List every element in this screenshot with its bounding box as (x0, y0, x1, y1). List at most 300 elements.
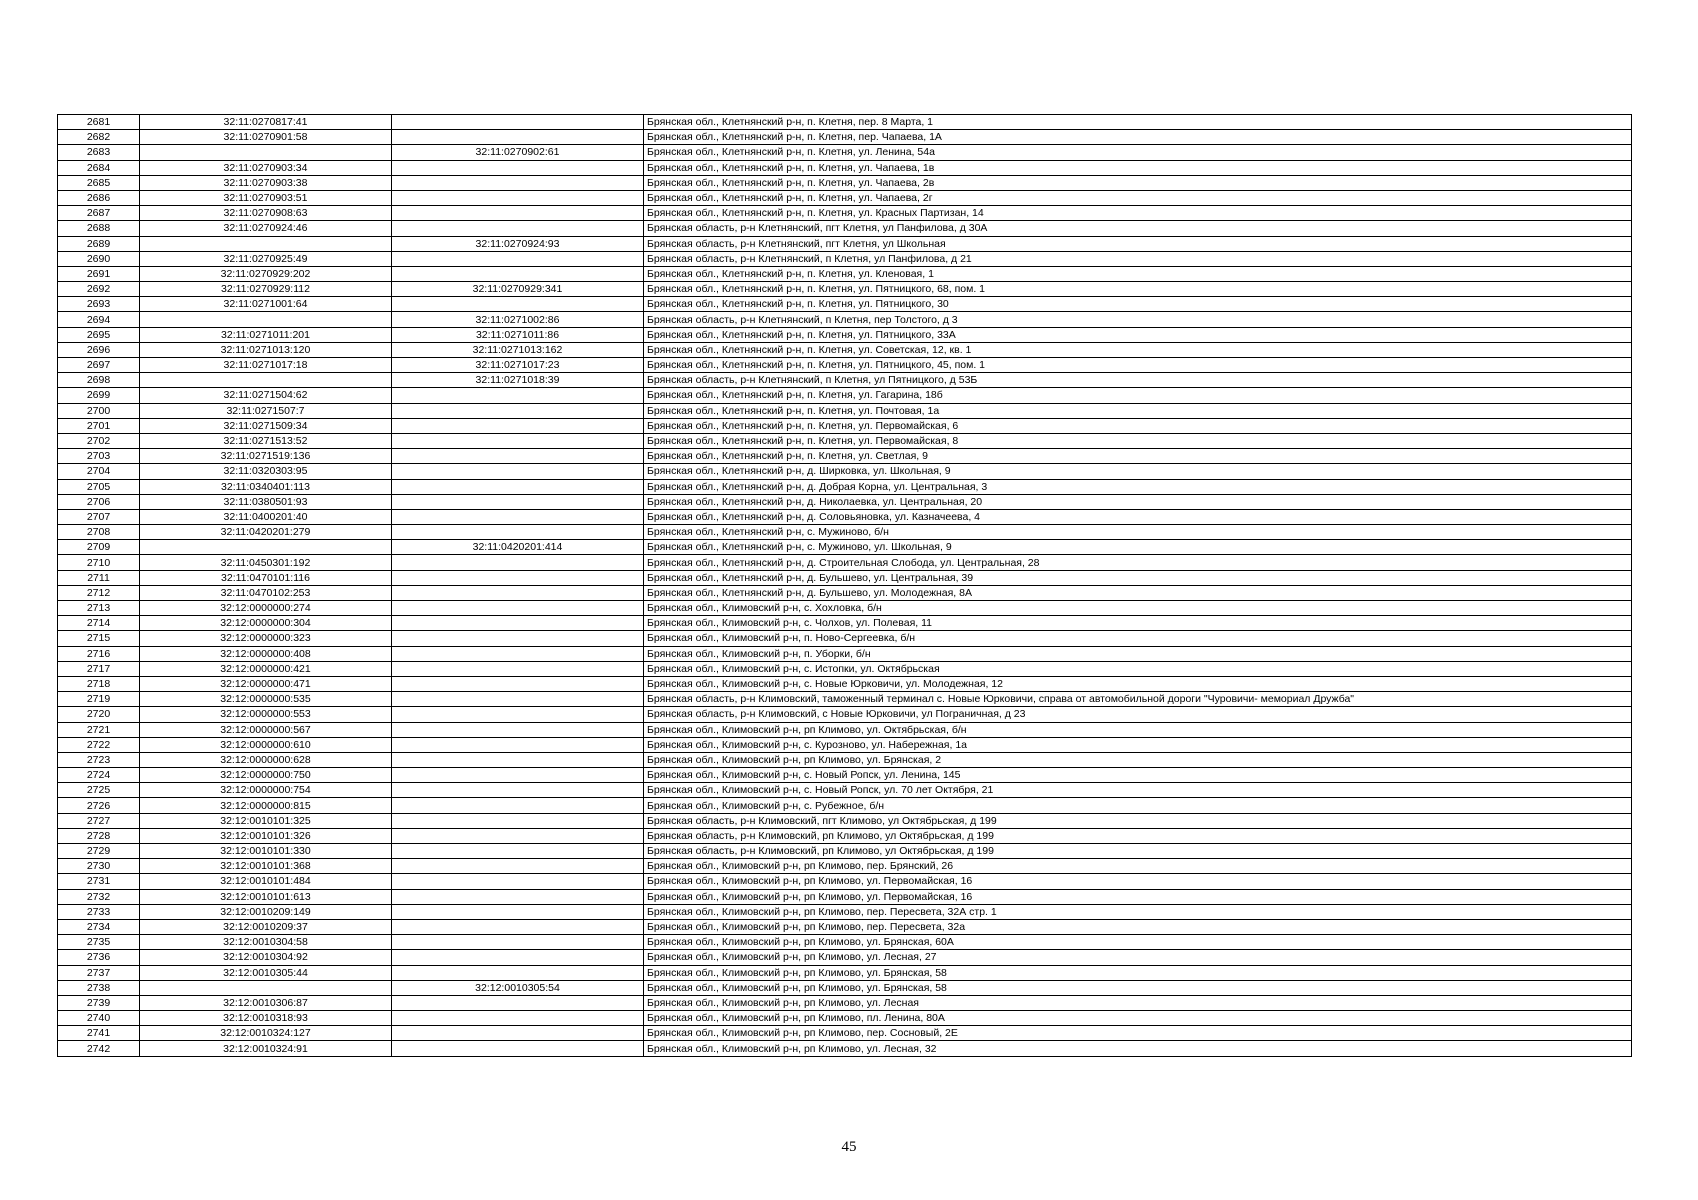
related-cadastral-number-cell (392, 646, 644, 661)
row-number-cell: 2732 (58, 889, 140, 904)
cadastral-number-cell: 32:12:0010324:91 (140, 1041, 392, 1056)
table-row (58, 494, 1632, 509)
cadastral-number-cell: 32:12:0000000:471 (140, 676, 392, 691)
related-cadastral-number-cell (392, 525, 644, 540)
cadastral-number-cell: 32:11:0270908:63 (140, 206, 392, 221)
row-number-cell: 2683 (58, 145, 140, 160)
row-number-cell: 2693 (58, 297, 140, 312)
address-cell: Брянская обл., Клетнянский р-н, п. Клетня, ул. Советская, 12, кв. 1 (644, 342, 1632, 357)
related-cadastral-number-cell (392, 403, 644, 418)
table-row (58, 130, 1632, 145)
related-cadastral-number-cell (392, 1026, 644, 1041)
related-cadastral-number-cell (392, 904, 644, 919)
cadastral-number-cell: 32:11:0450301:192 (140, 555, 392, 570)
related-cadastral-number-cell (392, 115, 644, 130)
related-cadastral-number-cell (392, 175, 644, 190)
related-cadastral-number-cell (392, 950, 644, 965)
table-row (58, 327, 1632, 342)
cadastral-number-cell: 32:12:0000000:535 (140, 692, 392, 707)
related-cadastral-number-cell: 32:11:0271017:23 (392, 358, 644, 373)
address-cell: Брянская обл., Клетнянский р-н, п. Клетня, ул. Гагарина, 18б (644, 388, 1632, 403)
row-number-cell: 2692 (58, 282, 140, 297)
related-cadastral-number-cell (392, 798, 644, 813)
address-cell: Брянская обл., Климовский р-н, рп Климово, пер. Пересвета, 32а (644, 919, 1632, 934)
address-cell: Брянская обл., Клетнянский р-н, п. Клетня, ул. Почтовая, 1а (644, 403, 1632, 418)
row-number-cell: 2734 (58, 919, 140, 934)
cadastral-number-cell: 32:11:0340401:113 (140, 479, 392, 494)
address-cell: Брянская обл., Клетнянский р-н, п. Клетня, ул. Пятницкого, 30 (644, 297, 1632, 312)
cadastral-number-cell: 32:12:0000000:750 (140, 768, 392, 783)
cadastral-number-cell (140, 373, 392, 388)
row-number-cell: 2697 (58, 358, 140, 373)
related-cadastral-number-cell (392, 1011, 644, 1026)
table-row (58, 616, 1632, 631)
cadastral-number-cell: 32:12:0010209:149 (140, 904, 392, 919)
address-cell: Брянская обл., Климовский р-н, с. Новый Ропск, ул. Ленина, 145 (644, 768, 1632, 783)
related-cadastral-number-cell (392, 418, 644, 433)
row-number-cell: 2729 (58, 844, 140, 859)
related-cadastral-number-cell: 32:11:0271002:86 (392, 312, 644, 327)
cadastral-number-cell: 32:11:0270929:202 (140, 266, 392, 281)
table-row (58, 266, 1632, 281)
table-row (58, 145, 1632, 160)
table-row (58, 206, 1632, 221)
address-cell: Брянская обл., Клетнянский р-н, д. Соловьяновка, ул. Казначеева, 4 (644, 509, 1632, 524)
address-cell: Брянская обл., Климовский р-н, с. Хохловка, б/н (644, 601, 1632, 616)
table-row (58, 540, 1632, 555)
related-cadastral-number-cell (392, 631, 644, 646)
address-cell: Брянская обл., Климовский р-н, с. Истопки, ул. Октябрьская (644, 661, 1632, 676)
row-number-cell: 2721 (58, 722, 140, 737)
table-row (58, 509, 1632, 524)
table-row (58, 388, 1632, 403)
cadastral-number-cell (140, 312, 392, 327)
related-cadastral-number-cell: 32:11:0270924:93 (392, 236, 644, 251)
row-number-cell: 2731 (58, 874, 140, 889)
table-row (58, 859, 1632, 874)
row-number-cell: 2696 (58, 342, 140, 357)
row-number-cell: 2741 (58, 1026, 140, 1041)
row-number-cell: 2709 (58, 540, 140, 555)
address-cell: Брянская область, р-н Климовский, рп Климово, ул Октябрьская, д 199 (644, 844, 1632, 859)
row-number-cell: 2739 (58, 995, 140, 1010)
address-cell: Брянская обл., Климовский р-н, с. Новый Ропск, ул. 70 лет Октября, 21 (644, 783, 1632, 798)
related-cadastral-number-cell: 32:12:0010305:54 (392, 980, 644, 995)
table-row (58, 449, 1632, 464)
cadastral-number-cell: 32:11:0470102:253 (140, 585, 392, 600)
row-number-cell: 2742 (58, 1041, 140, 1056)
cadastral-number-cell: 32:12:0010101:368 (140, 859, 392, 874)
address-cell: Брянская обл., Климовский р-н, рп Климово, ул. Лесная (644, 995, 1632, 1010)
address-cell: Брянская область, р-н Клетнянский, пгт Клетня, ул Панфилова, д 30А (644, 221, 1632, 236)
address-cell: Брянская обл., Клетнянский р-н, д. Николаевка, ул. Центральная, 20 (644, 494, 1632, 509)
cadastral-number-cell: 32:12:0010101:326 (140, 828, 392, 843)
address-cell: Брянская область, р-н Клетнянский, п Клетня, ул Панфилова, д 21 (644, 251, 1632, 266)
registry-table-body (58, 115, 1632, 1057)
cadastral-number-cell: 32:12:0000000:553 (140, 707, 392, 722)
table-row (58, 783, 1632, 798)
table-row (58, 342, 1632, 357)
address-cell: Брянская обл., Климовский р-н, с. Курозново, ул. Набережная, 1а (644, 737, 1632, 752)
row-number-cell: 2720 (58, 707, 140, 722)
address-cell: Брянская обл., Клетнянский р-н, д. Бульшево, ул. Центральная, 39 (644, 570, 1632, 585)
address-cell: Брянская обл., Клетнянский р-н, д. Добрая Корна, ул. Центральная, 3 (644, 479, 1632, 494)
row-number-cell: 2735 (58, 935, 140, 950)
address-cell: Брянская обл., Клетнянский р-н, д. Ширковка, ул. Школьная, 9 (644, 464, 1632, 479)
table-row (58, 844, 1632, 859)
row-number-cell: 2736 (58, 950, 140, 965)
related-cadastral-number-cell (392, 737, 644, 752)
cadastral-number-cell: 32:12:0000000:408 (140, 646, 392, 661)
address-cell: Брянская обл., Клетнянский р-н, п. Клетня, ул. Чапаева, 2в (644, 175, 1632, 190)
table-row (58, 570, 1632, 585)
cadastral-number-cell: 32:12:0000000:610 (140, 737, 392, 752)
address-cell: Брянская обл., Клетнянский р-н, п. Клетня, ул. Первомайская, 8 (644, 433, 1632, 448)
cadastral-number-cell: 32:11:0271513:52 (140, 433, 392, 448)
cadastral-number-cell: 32:11:0271504:62 (140, 388, 392, 403)
related-cadastral-number-cell (392, 221, 644, 236)
cadastral-number-cell: 32:12:0000000:754 (140, 783, 392, 798)
address-cell: Брянская область, р-н Климовский, таможенный терминал с. Новые Юрковичи, справа от автомобильной дороги "Чуровичи- мемориал Дружба" (644, 692, 1632, 707)
table-row (58, 935, 1632, 950)
row-number-cell: 2715 (58, 631, 140, 646)
address-cell: Брянская обл., Климовский р-н, рп Климово, ул. Первомайская, 16 (644, 889, 1632, 904)
related-cadastral-number-cell (392, 676, 644, 691)
address-cell: Брянская обл., Клетнянский р-н, п. Клетня, ул. Пятницкого, 45, пом. 1 (644, 358, 1632, 373)
table-row (58, 175, 1632, 190)
row-number-cell: 2691 (58, 266, 140, 281)
related-cadastral-number-cell: 32:11:0420201:414 (392, 540, 644, 555)
row-number-cell: 2706 (58, 494, 140, 509)
table-row (58, 798, 1632, 813)
address-cell: Брянская обл., Клетнянский р-н, п. Клетня, пер. Чапаева, 1А (644, 130, 1632, 145)
related-cadastral-number-cell (392, 570, 644, 585)
row-number-cell: 2703 (58, 449, 140, 464)
cadastral-number-cell: 32:12:0000000:304 (140, 616, 392, 631)
related-cadastral-number-cell (392, 206, 644, 221)
table-row (58, 418, 1632, 433)
table-row (58, 601, 1632, 616)
cadastral-number-cell: 32:12:0000000:567 (140, 722, 392, 737)
row-number-cell: 2740 (58, 1011, 140, 1026)
address-cell: Брянская обл., Клетнянский р-н, д. Строительная Слобода, ул. Центральная, 28 (644, 555, 1632, 570)
related-cadastral-number-cell (392, 661, 644, 676)
table-row (58, 661, 1632, 676)
address-cell: Брянская обл., Климовский р-н, с. Новые Юрковичи, ул. Молодежная, 12 (644, 676, 1632, 691)
cadastral-number-cell: 32:11:0420201:279 (140, 525, 392, 540)
table-row (58, 297, 1632, 312)
cadastral-number-cell: 32:12:0000000:274 (140, 601, 392, 616)
address-cell: Брянская обл., Клетнянский р-н, п. Клетня, ул. Светлая, 9 (644, 449, 1632, 464)
row-number-cell: 2688 (58, 221, 140, 236)
table-row (58, 1011, 1632, 1026)
related-cadastral-number-cell (392, 844, 644, 859)
cadastral-number-cell: 32:12:0010101:484 (140, 874, 392, 889)
table-row (58, 950, 1632, 965)
row-number-cell: 2681 (58, 115, 140, 130)
table-row (58, 980, 1632, 995)
page-number: 45 (841, 1139, 857, 1155)
address-cell: Брянская обл., Климовский р-н, рп Климово, ул. Лесная, 27 (644, 950, 1632, 965)
table-row (58, 676, 1632, 691)
row-number-cell: 2737 (58, 965, 140, 980)
address-cell: Брянская обл., Климовский р-н, с. Рубежное, б/н (644, 798, 1632, 813)
row-number-cell: 2689 (58, 236, 140, 251)
cadastral-number-cell: 32:11:0270903:38 (140, 175, 392, 190)
address-cell: Брянская обл., Климовский р-н, рп Климово, пер. Сосновый, 2Е (644, 1026, 1632, 1041)
row-number-cell: 2733 (58, 904, 140, 919)
cadastral-number-cell: 32:12:0010305:44 (140, 965, 392, 980)
table-row (58, 251, 1632, 266)
related-cadastral-number-cell (392, 692, 644, 707)
address-cell: Брянская обл., Климовский р-н, рп Климово, пер. Пересвета, 32А стр. 1 (644, 904, 1632, 919)
related-cadastral-number-cell (392, 297, 644, 312)
related-cadastral-number-cell (392, 889, 644, 904)
row-number-cell: 2711 (58, 570, 140, 585)
cadastral-number-cell: 32:12:0000000:628 (140, 752, 392, 767)
related-cadastral-number-cell (392, 752, 644, 767)
registry-table (57, 114, 1632, 1057)
row-number-cell: 2727 (58, 813, 140, 828)
address-cell: Брянская обл., Климовский р-н, рп Климово, ул. Брянская, 58 (644, 965, 1632, 980)
cadastral-number-cell: 32:11:0271013:120 (140, 342, 392, 357)
row-number-cell: 2724 (58, 768, 140, 783)
table-row (58, 813, 1632, 828)
address-cell: Брянская обл., Клетнянский р-н, с. Мужиново, б/н (644, 525, 1632, 540)
related-cadastral-number-cell (392, 509, 644, 524)
related-cadastral-number-cell (392, 935, 644, 950)
cadastral-number-cell: 32:11:0270924:46 (140, 221, 392, 236)
related-cadastral-number-cell (392, 828, 644, 843)
related-cadastral-number-cell (392, 783, 644, 798)
cadastral-number-cell: 32:11:0271507:7 (140, 403, 392, 418)
cadastral-number-cell: 32:11:0380501:93 (140, 494, 392, 509)
related-cadastral-number-cell (392, 160, 644, 175)
related-cadastral-number-cell (392, 388, 644, 403)
address-cell: Брянская обл., Климовский р-н, рп Климово, ул. Октябрьская, б/н (644, 722, 1632, 737)
cadastral-number-cell: 32:12:0010324:127 (140, 1026, 392, 1041)
row-number-cell: 2716 (58, 646, 140, 661)
table-row (58, 236, 1632, 251)
row-number-cell: 2684 (58, 160, 140, 175)
table-row (58, 828, 1632, 843)
row-number-cell: 2728 (58, 828, 140, 843)
table-row (58, 768, 1632, 783)
cadastral-number-cell: 32:11:0271509:34 (140, 418, 392, 433)
table-row (58, 282, 1632, 297)
related-cadastral-number-cell (392, 555, 644, 570)
cadastral-number-cell (140, 145, 392, 160)
related-cadastral-number-cell (392, 722, 644, 737)
table-row (58, 919, 1632, 934)
address-cell: Брянская обл., Климовский р-н, п. Уборки, б/н (644, 646, 1632, 661)
row-number-cell: 2685 (58, 175, 140, 190)
table-row (58, 312, 1632, 327)
cadastral-number-cell: 32:11:0270903:34 (140, 160, 392, 175)
related-cadastral-number-cell: 32:11:0270929:341 (392, 282, 644, 297)
row-number-cell: 2699 (58, 388, 140, 403)
related-cadastral-number-cell (392, 874, 644, 889)
address-cell: Брянская обл., Климовский р-н, рп Климово, ул. Брянская, 2 (644, 752, 1632, 767)
row-number-cell: 2710 (58, 555, 140, 570)
cadastral-number-cell: 32:11:0400201:40 (140, 509, 392, 524)
related-cadastral-number-cell (392, 449, 644, 464)
table-row (58, 889, 1632, 904)
table-row (58, 190, 1632, 205)
related-cadastral-number-cell (392, 479, 644, 494)
table-row (58, 722, 1632, 737)
cadastral-number-cell (140, 236, 392, 251)
row-number-cell: 2722 (58, 737, 140, 752)
address-cell: Брянская обл., Клетнянский р-н, с. Мужиново, ул. Школьная, 9 (644, 540, 1632, 555)
row-number-cell: 2698 (58, 373, 140, 388)
row-number-cell: 2695 (58, 327, 140, 342)
table-row (58, 403, 1632, 418)
table-row (58, 479, 1632, 494)
address-cell: Брянская область, р-н Клетнянский, п Клетня, пер Толстого, д 3 (644, 312, 1632, 327)
row-number-cell: 2730 (58, 859, 140, 874)
row-number-cell: 2701 (58, 418, 140, 433)
table-row (58, 752, 1632, 767)
address-cell: Брянская обл., Клетнянский р-н, п. Клетня, ул. Первомайская, 6 (644, 418, 1632, 433)
table-row (58, 874, 1632, 889)
address-cell: Брянская обл., Клетнянский р-н, п. Клетня, ул. Красных Партизан, 14 (644, 206, 1632, 221)
related-cadastral-number-cell: 32:11:0271018:39 (392, 373, 644, 388)
related-cadastral-number-cell (392, 190, 644, 205)
table-row (58, 358, 1632, 373)
address-cell: Брянская обл., Клетнянский р-н, п. Клетня, ул. Пятницкого, 33А (644, 327, 1632, 342)
address-cell: Брянская обл., Климовский р-н, рп Климово, ул. Брянская, 60А (644, 935, 1632, 950)
address-cell: Брянская область, р-н Климовский, с Новые Юрковичи, ул Пограничная, д 23 (644, 707, 1632, 722)
address-cell: Брянская обл., Климовский р-н, п. Ново-Сергеевка, б/н (644, 631, 1632, 646)
related-cadastral-number-cell (392, 585, 644, 600)
table-row (58, 1026, 1632, 1041)
cadastral-number-cell: 32:11:0270901:58 (140, 130, 392, 145)
cadastral-number-cell: 32:11:0320303:95 (140, 464, 392, 479)
related-cadastral-number-cell: 32:11:0271013:162 (392, 342, 644, 357)
cadastral-number-cell: 32:11:0270903:51 (140, 190, 392, 205)
address-cell: Брянская обл., Клетнянский р-н, п. Клетня, пер. 8 Марта, 1 (644, 115, 1632, 130)
table-row (58, 464, 1632, 479)
related-cadastral-number-cell (392, 494, 644, 509)
related-cadastral-number-cell (392, 995, 644, 1010)
related-cadastral-number-cell (392, 266, 644, 281)
related-cadastral-number-cell (392, 464, 644, 479)
cadastral-number-cell: 32:11:0271001:64 (140, 297, 392, 312)
related-cadastral-number-cell (392, 707, 644, 722)
row-number-cell: 2717 (58, 661, 140, 676)
address-cell: Брянская область, р-н Климовский, пгт Климово, ул Октябрьская, д 199 (644, 813, 1632, 828)
address-cell: Брянская область, р-н Клетнянский, п Клетня, ул Пятницкого, д 53Б (644, 373, 1632, 388)
address-cell: Брянская обл., Климовский р-н, с. Чолхов, ул. Полевая, 11 (644, 616, 1632, 631)
related-cadastral-number-cell (392, 1041, 644, 1056)
cadastral-number-cell: 32:12:0010101:613 (140, 889, 392, 904)
cadastral-number-cell: 32:12:0010101:325 (140, 813, 392, 828)
cadastral-number-cell (140, 540, 392, 555)
related-cadastral-number-cell (392, 768, 644, 783)
related-cadastral-number-cell (392, 813, 644, 828)
row-number-cell: 2687 (58, 206, 140, 221)
cadastral-number-cell: 32:11:0270925:49 (140, 251, 392, 266)
address-cell: Брянская обл., Клетнянский р-н, п. Клетня, ул. Чапаева, 2г (644, 190, 1632, 205)
row-number-cell: 2705 (58, 479, 140, 494)
address-cell: Брянская обл., Клетнянский р-н, п. Клетня, ул. Чапаева, 1в (644, 160, 1632, 175)
related-cadastral-number-cell (392, 433, 644, 448)
cadastral-number-cell: 32:11:0271011:201 (140, 327, 392, 342)
address-cell: Брянская обл., Клетнянский р-н, п. Клетня, ул. Пятницкого, 68, пом. 1 (644, 282, 1632, 297)
address-cell: Брянская область, р-н Клетнянский, пгт Клетня, ул Школьная (644, 236, 1632, 251)
table-row (58, 646, 1632, 661)
cadastral-number-cell: 32:12:0010304:58 (140, 935, 392, 950)
cadastral-number-cell: 32:11:0271519:136 (140, 449, 392, 464)
cadastral-number-cell: 32:12:0000000:323 (140, 631, 392, 646)
row-number-cell: 2713 (58, 601, 140, 616)
cadastral-number-cell: 32:11:0470101:116 (140, 570, 392, 585)
table-row (58, 631, 1632, 646)
table-row (58, 995, 1632, 1010)
row-number-cell: 2719 (58, 692, 140, 707)
row-number-cell: 2723 (58, 752, 140, 767)
table-row (58, 525, 1632, 540)
row-number-cell: 2700 (58, 403, 140, 418)
table-row (58, 904, 1632, 919)
cadastral-number-cell: 32:12:0010209:37 (140, 919, 392, 934)
related-cadastral-number-cell (392, 601, 644, 616)
related-cadastral-number-cell (392, 251, 644, 266)
cadastral-number-cell: 32:12:0010101:330 (140, 844, 392, 859)
table-row (58, 965, 1632, 980)
related-cadastral-number-cell: 32:11:0270902:61 (392, 145, 644, 160)
row-number-cell: 2738 (58, 980, 140, 995)
row-number-cell: 2690 (58, 251, 140, 266)
table-row (58, 1041, 1632, 1056)
related-cadastral-number-cell (392, 616, 644, 631)
address-cell: Брянская обл., Климовский р-н, рп Климово, ул. Первомайская, 16 (644, 874, 1632, 889)
cadastral-number-cell: 32:12:0000000:815 (140, 798, 392, 813)
related-cadastral-number-cell (392, 919, 644, 934)
address-cell: Брянская область, р-н Климовский, рп Климово, ул Октябрьская, д 199 (644, 828, 1632, 843)
cadastral-number-cell: 32:11:0271017:18 (140, 358, 392, 373)
related-cadastral-number-cell (392, 130, 644, 145)
table-row (58, 585, 1632, 600)
row-number-cell: 2718 (58, 676, 140, 691)
row-number-cell: 2686 (58, 190, 140, 205)
cadastral-number-cell: 32:12:0010318:93 (140, 1011, 392, 1026)
table-row (58, 160, 1632, 175)
row-number-cell: 2708 (58, 525, 140, 540)
table-row (58, 221, 1632, 236)
cadastral-number-cell: 32:12:0000000:421 (140, 661, 392, 676)
address-cell: Брянская обл., Климовский р-н, рп Климово, ул. Лесная, 32 (644, 1041, 1632, 1056)
related-cadastral-number-cell: 32:11:0271011:86 (392, 327, 644, 342)
table-row (58, 707, 1632, 722)
address-cell: Брянская обл., Клетнянский р-н, п. Клетня, ул. Кленовая, 1 (644, 266, 1632, 281)
table-row (58, 555, 1632, 570)
address-cell: Брянская обл., Клетнянский р-н, д. Бульшево, ул. Молодежная, 8А (644, 585, 1632, 600)
address-cell: Брянская обл., Климовский р-н, рп Климово, пл. Ленина, 80А (644, 1011, 1632, 1026)
table-row (58, 373, 1632, 388)
row-number-cell: 2702 (58, 433, 140, 448)
related-cadastral-number-cell (392, 965, 644, 980)
table-row (58, 737, 1632, 752)
table-row (58, 692, 1632, 707)
table-row (58, 433, 1632, 448)
row-number-cell: 2726 (58, 798, 140, 813)
related-cadastral-number-cell (392, 859, 644, 874)
row-number-cell: 2704 (58, 464, 140, 479)
row-number-cell: 2682 (58, 130, 140, 145)
cadastral-number-cell: 32:11:0270929:112 (140, 282, 392, 297)
